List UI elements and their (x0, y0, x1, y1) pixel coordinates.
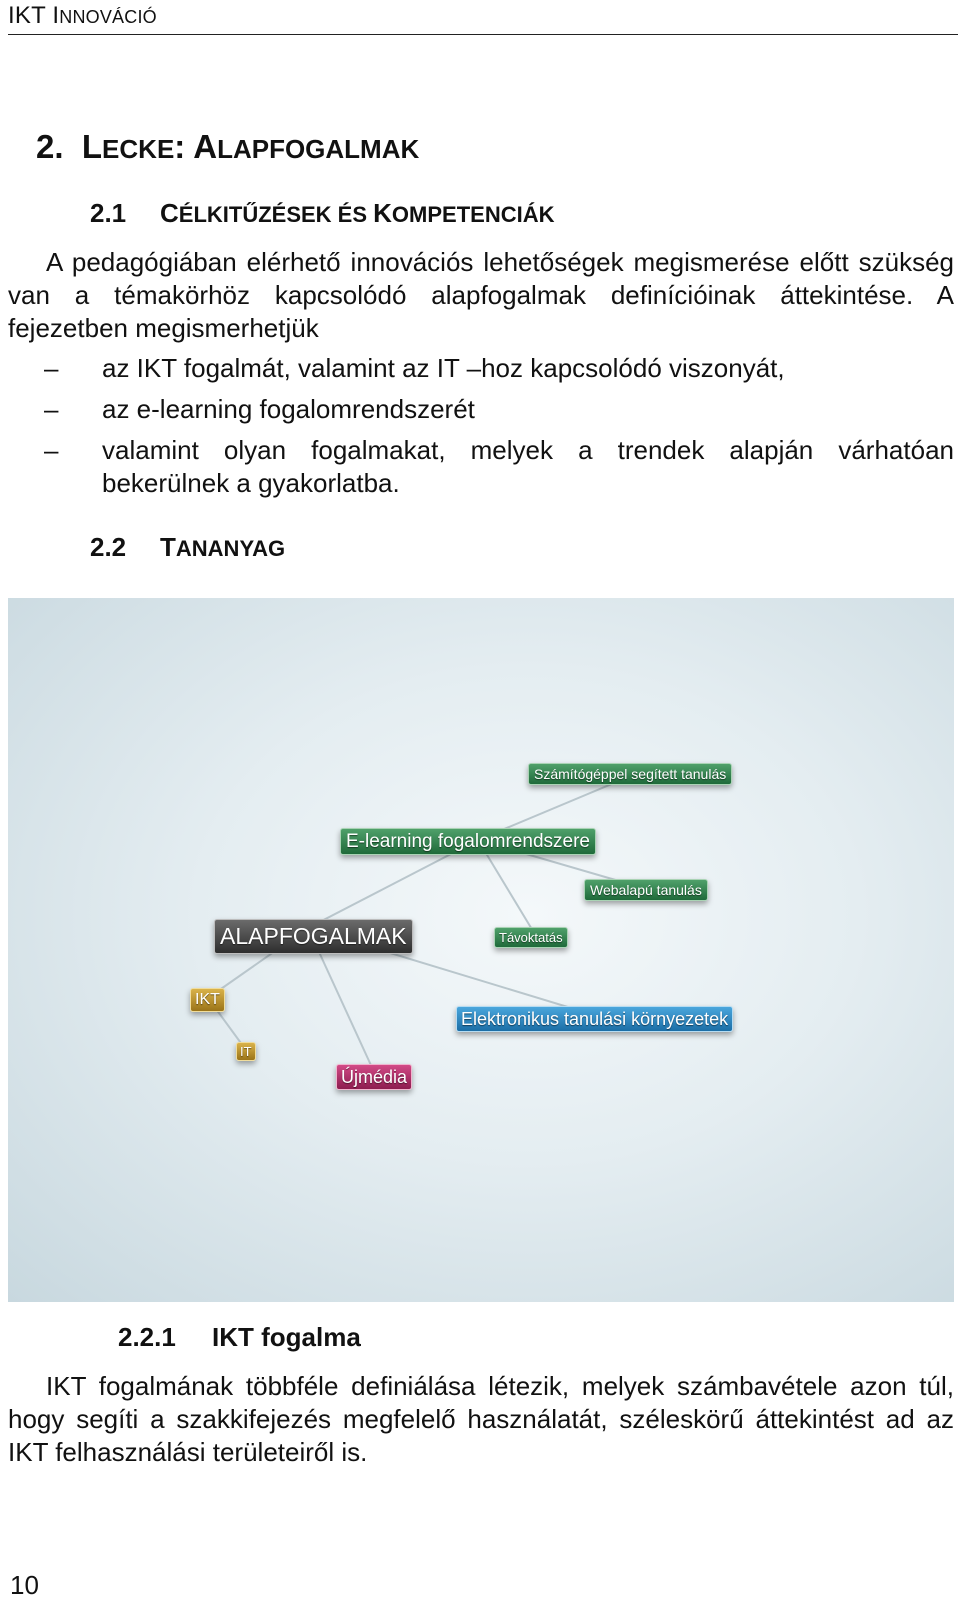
ikt-paragraph (8, 1370, 954, 1469)
ikt-paragraph-text: IKT fogalmának többféle definiálása létezik, melyek számbavétele azon túl, hogy segíti a szakkifejezés megfelelő használatát, széleskörű áttekintést ad az IKT felhasználási területeiről is. (8, 1371, 954, 1467)
section-title-cap-2: K (373, 198, 392, 228)
objectives-list (8, 352, 954, 508)
mindmap-node-ikt: IKT (190, 988, 225, 1012)
intro-paragraph-text: A pedagógiában elérhető innovációs lehetőségek megismerése előtt szükség van a témakörhöz kapcsolódó alapfogalmak definícióinak áttekintése. A fejezetben megismerhetjük (8, 247, 954, 343)
section-title-cap: T (160, 532, 176, 562)
section-title-cap: C (160, 198, 179, 228)
section-title-tananyag (90, 532, 285, 563)
list-item (8, 393, 954, 426)
subsection-number: 2.2.1 (118, 1322, 176, 1352)
list-item-text: az e-learning fogalomrendszerét (102, 394, 475, 424)
dash-bullet: – (44, 353, 59, 383)
mindmap-node-tavoktatas: Távoktatás (494, 927, 568, 948)
section-number: 2.1 (90, 198, 127, 228)
mindmap-figure (8, 598, 954, 1302)
list-item (8, 352, 954, 385)
mindmap-node-webalapu-tanulas: Webalapú tanulás (584, 879, 708, 901)
mindmap-node-elearning-fogalomrendszere: E-learning fogalomrendszere (340, 828, 596, 855)
mindmap-node-alapfogalmak: ALAPFOGALMAK (214, 919, 413, 954)
page-number: 10 (10, 1570, 39, 1600)
mindmap-node-elektronikus-tanulasi-kornyezetek: Elektronikus tanulási környezetek (456, 1006, 733, 1032)
running-header-caps: IKT I (8, 2, 60, 29)
list-item (8, 434, 954, 500)
chapter-number: 2. (36, 128, 64, 165)
mindmap-connectors (8, 598, 954, 1302)
chapter-title (36, 128, 419, 166)
chapter-title-small-2: LAPFOGALMAK (217, 134, 420, 164)
section-number: 2.2 (90, 532, 127, 562)
chapter-title-cap: L (81, 128, 103, 165)
running-header (8, 2, 958, 35)
dash-bullet: – (44, 435, 59, 465)
mindmap-node-it: IT (236, 1042, 256, 1061)
section-title-small-2: OMPETENCIÁK (391, 202, 555, 227)
list-item-text: az IKT fogalmát, valamint az IT –hoz kapcsolódó viszonyát, (102, 353, 785, 383)
list-item-text: valamint olyan fogalmakat, melyek a trendek alapján várhatóan bekerülnek a gyakorlatba. (102, 435, 954, 498)
section-title-small: ANANYAG (175, 536, 286, 561)
subsection-title-text: IKT fogalma (212, 1322, 361, 1352)
section-title-small: ÉLKITŰZÉSEK ÉS (178, 202, 374, 227)
intro-paragraph (8, 246, 954, 345)
mindmap-node-ujmedia: Újmédia (336, 1064, 412, 1090)
mindmap-node-szamitogeppel-segitett-tanulas: Számítógéppel segített tanulás (528, 763, 732, 785)
subsection-title-ikt-fogalma (118, 1322, 361, 1353)
section-title-celkituzesek (90, 198, 554, 229)
chapter-title-small: ECKE (102, 134, 175, 164)
dash-bullet: – (44, 394, 59, 424)
running-header-small: NNOVÁCIÓ (59, 7, 157, 27)
chapter-title-sep: : A (174, 128, 218, 165)
